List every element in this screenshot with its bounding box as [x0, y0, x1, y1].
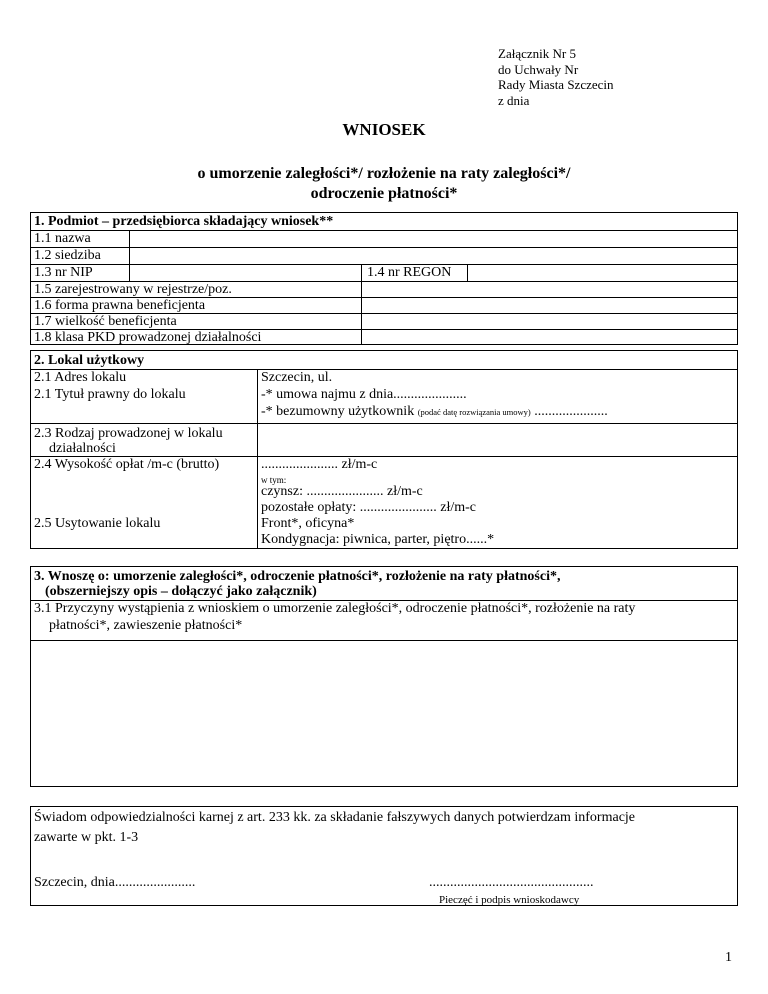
label-siedziba: 1.2 siedziba	[34, 248, 101, 263]
signature-line: ...............................................	[429, 875, 594, 890]
label-forma-prawna: 1.6 forma prawna beneficjenta	[34, 298, 206, 313]
declaration-box	[30, 806, 738, 906]
section3-header-cont: (obszerniejszy opis – dołączyć jako załącznik)	[45, 584, 317, 599]
label-nip: 1.3 nr NIP	[34, 265, 93, 280]
section1-header: 1. Podmiot – przedsiębiorca składający wniosek**	[34, 214, 334, 229]
label-nazwa: 1.1 nazwa	[34, 231, 91, 246]
subtitle-line: odroczenie płatności*	[310, 185, 458, 202]
document-subtitle	[0, 164, 768, 204]
annex-line: z dnia	[498, 92, 530, 108]
bezumowny-dots: .....................	[530, 404, 608, 419]
value-pozostale-oplaty: pozostałe opłaty: ...................... zł/m-c	[261, 500, 477, 515]
value-adres-lokalu: Szczecin, ul.	[261, 370, 333, 385]
section2-table	[30, 350, 738, 549]
label-pkd: 1.8 klasa PKD prowadzonej działalności	[34, 330, 262, 345]
value-bezumowny	[261, 404, 608, 420]
section1-table	[30, 212, 738, 345]
label-rejestr: 1.5 zarejestrowany w rejestrze/poz.	[34, 282, 232, 297]
label-regon: 1.4 nr REGON	[367, 265, 452, 280]
section3-table	[30, 566, 738, 787]
annex-note	[498, 46, 614, 108]
annex-line: Rady Miasta Szczecin	[498, 77, 614, 92]
label-tytul-prawny: 2.1 Tytuł prawny do lokalu	[34, 387, 186, 402]
section2-header: 2. Lokal użytkowy	[34, 353, 145, 368]
value-oplaty-total: ...................... zł/m-c	[261, 457, 378, 472]
label-przyczyny: 3.1 Przyczyny wystąpienia z wnioskiem o umorzenie zaległości*, odroczenie płatności*, rozłożenie na raty	[34, 601, 636, 616]
document-title: WNIOSEK	[342, 120, 426, 139]
label-rodzaj-dzialalnosci: 2.3 Rodzaj prowadzonej w lokalu	[34, 426, 223, 441]
value-kondygnacja: Kondygnacja: piwnica, parter, piętro......*	[261, 532, 495, 547]
label-rodzaj-dzialalnosci-cont: działalności	[49, 441, 116, 456]
declaration-text: Świadom odpowiedzialności karnej z art. 233 kk. za składanie fałszywych danych potwierdzam informacje	[34, 810, 636, 825]
declaration-text-cont: zawarte w pkt. 1-3	[34, 830, 139, 845]
label-przyczyny-cont: płatności*, zawieszenie płatności*	[49, 618, 243, 633]
signature-label: Pieczęć i podpis wnioskodawcy	[439, 894, 580, 906]
label-wysokosc-oplat: 2.4 Wysokość opłat /m-c (brutto)	[34, 457, 220, 472]
value-front-oficyna: Front*, oficyna*	[261, 516, 355, 531]
label-usytowanie: 2.5 Usytowanie lokalu	[34, 516, 161, 531]
bezumowny-text: -* bezumowny użytkownik	[261, 404, 418, 419]
value-czynsz: czynsz: ...................... zł/m-c	[261, 484, 423, 499]
label-wielkosc: 1.7 wielkość beneficjenta	[34, 314, 177, 329]
annex-line: do Uchwały Nr	[498, 61, 579, 77]
label-adres-lokalu: 2.1 Adres lokalu	[34, 370, 127, 385]
annex-line: Załącznik Nr 5	[498, 46, 576, 61]
place-date-field: Szczecin, dnia.......................	[34, 875, 196, 890]
subtitle-line: o umorzenie zaległości*/ rozłożenie na raty zaległości*/	[197, 165, 571, 182]
section3-header: 3. Wnoszę o: umorzenie zaległości*, odroczenie płatności*, rozłożenie na raty płatności*,	[34, 569, 561, 584]
value-umowa-najmu: -* umowa najmu z dnia.....................	[261, 387, 467, 402]
value-w-tym: w tym:	[261, 475, 287, 485]
page-number: 1	[725, 950, 732, 965]
bezumowny-note: (podać datę rozwiązania umowy)	[417, 407, 531, 417]
